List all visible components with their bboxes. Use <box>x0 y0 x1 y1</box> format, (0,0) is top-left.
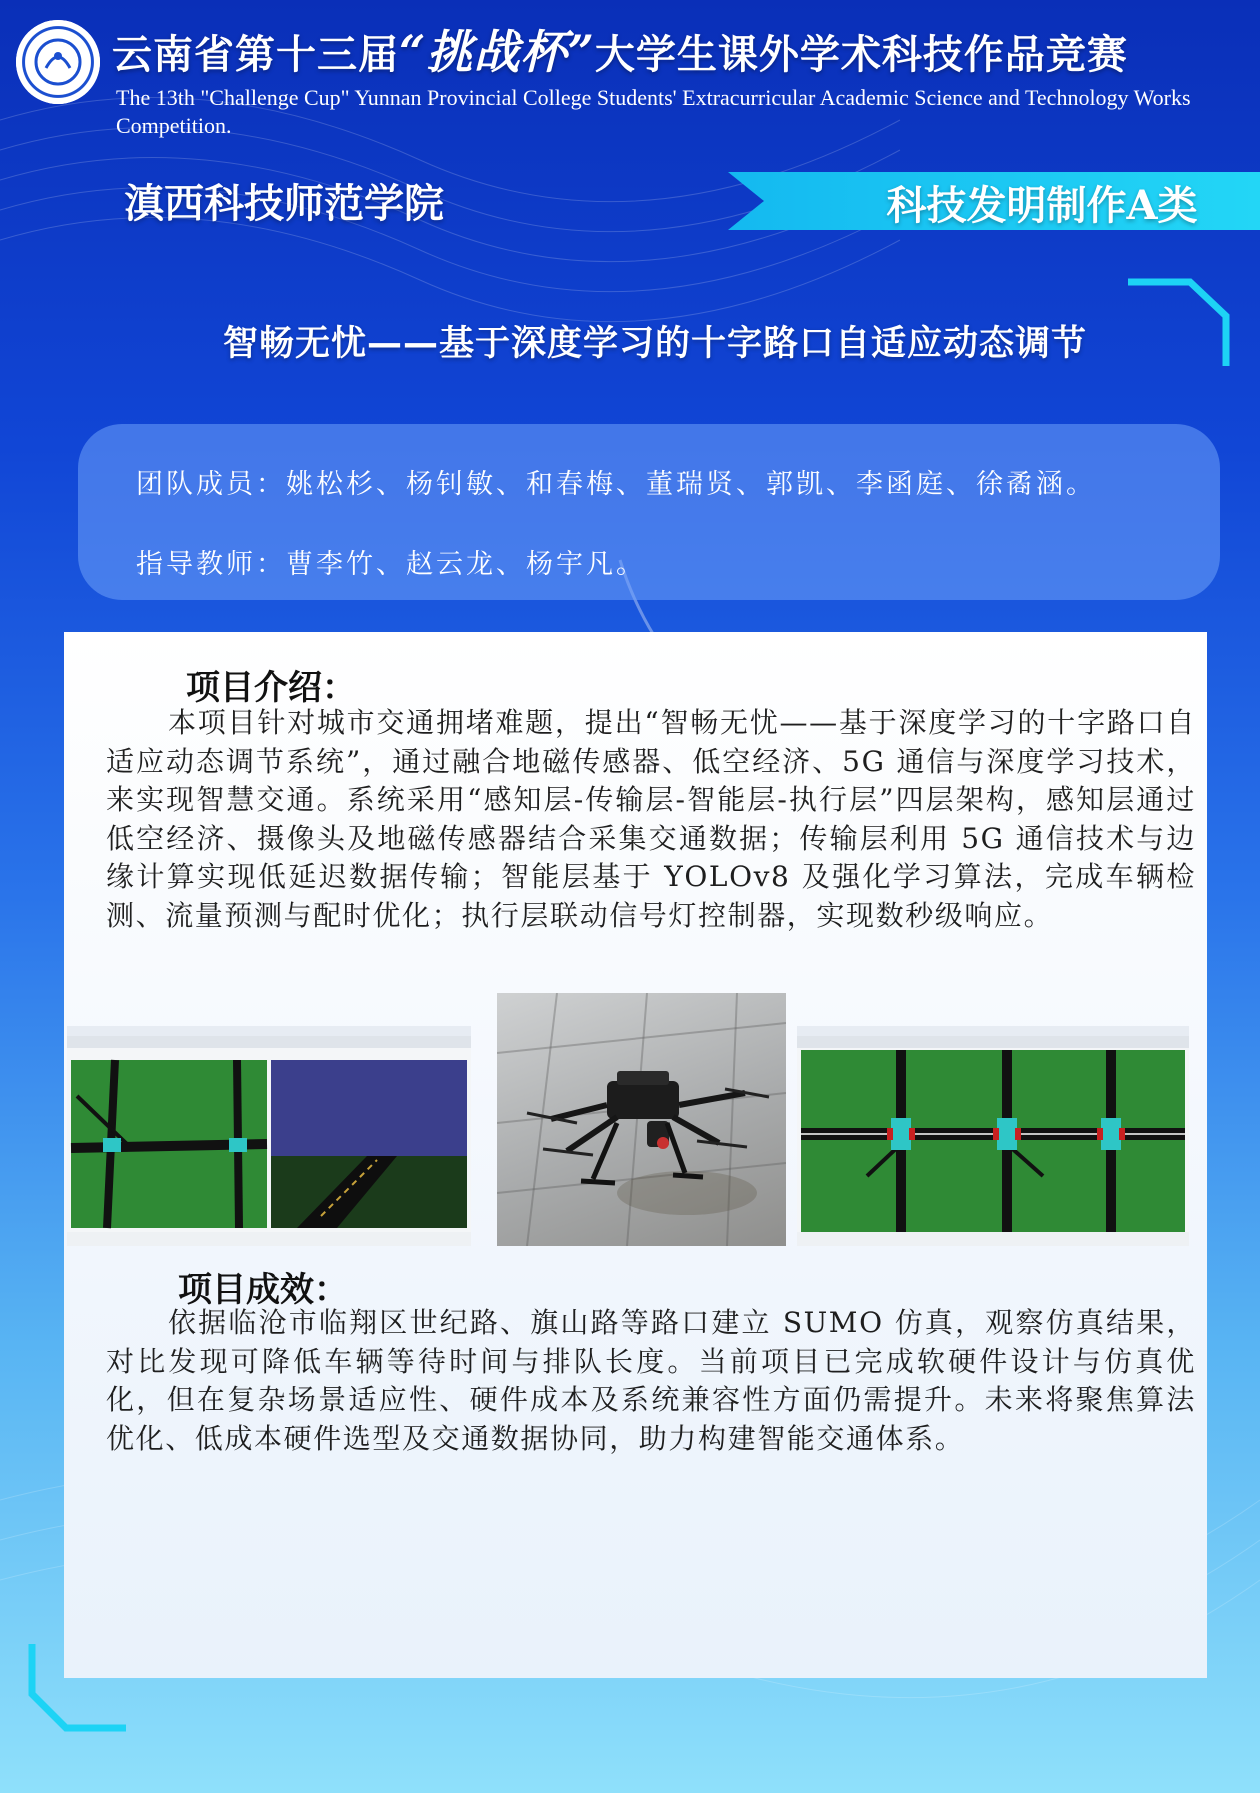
title-suffix: 大学生课外学术科技作品竞赛 <box>594 31 1128 78</box>
title-highlight: “挑战杯” <box>399 25 595 79</box>
category-label: 科技发明制作A类 <box>886 182 1198 229</box>
corner-bracket-icon <box>1124 276 1232 372</box>
project-title: 智畅无忧——基于深度学习的十字路口自适应动态调节 <box>222 324 1087 364</box>
university-logo <box>16 20 100 104</box>
team-members: 团队成员：姚松杉、杨钊敏、和春梅、董瑞贤、郭凯、李函庭、徐矞涵。 <box>136 469 1096 500</box>
results-paragraph: 依据临沧市临翔区世纪路、旗山路等路口建立 SUMO 仿真，观察仿真结果，对比发现可降低车辆等待时间与排队长度。当前项目已完成软硬件设计与仿真优化，但在复杂场景适应性、硬件成本及系统兼容性方面仍需提升。未来将聚焦算法优化、低成本硬件选型及交通数据协同，助力构建智能交通体系。 <box>106 1306 1196 1455</box>
title-prefix: 云南省第十三届 <box>112 31 399 78</box>
logo-emblem-icon <box>16 20 100 104</box>
results-heading: 项目成效： <box>178 1270 348 1310</box>
team-advisors: 指导教师：曹李竹、赵云龙、杨宇凡。 <box>136 549 646 580</box>
sumo-simulation-screenshot <box>67 1026 471 1246</box>
school-name: 滇西科技师范学院 <box>124 180 444 227</box>
corner-bracket-bottom-icon <box>26 1640 132 1736</box>
intersection-network-screenshot <box>797 1026 1189 1246</box>
intro-paragraph: 本项目针对城市交通拥堵难题，提出“智畅无忧——基于深度学习的十字路口自适应动态调节系统”，通过融合地磁传感器、低空经济、5G 通信与深度学习技术，来实现智慧交通。系统采用“感知层-传输层-智能层-执行层”四层架构，感知层通过低空经济、摄像头及地磁传感器结合采集交通数据；传输层利用 5G 通信技术与边缘计算实现低延迟数据传输；智能层基于 YOLOv8 及强化学习算法，完成车辆检测、流量预测与配时优化；执行层联动信号灯控制器，实现数秒级响应。 <box>106 706 1196 932</box>
drone-photo <box>497 993 786 1246</box>
intro-heading: 项目介绍： <box>186 668 356 708</box>
competition-title-english: The 13th "Challenge Cup" Yunnan Provincial College Students' Extracurricular Academic Science and Technology Works Competition. <box>116 85 1191 138</box>
competition-title <box>112 16 1252 79</box>
